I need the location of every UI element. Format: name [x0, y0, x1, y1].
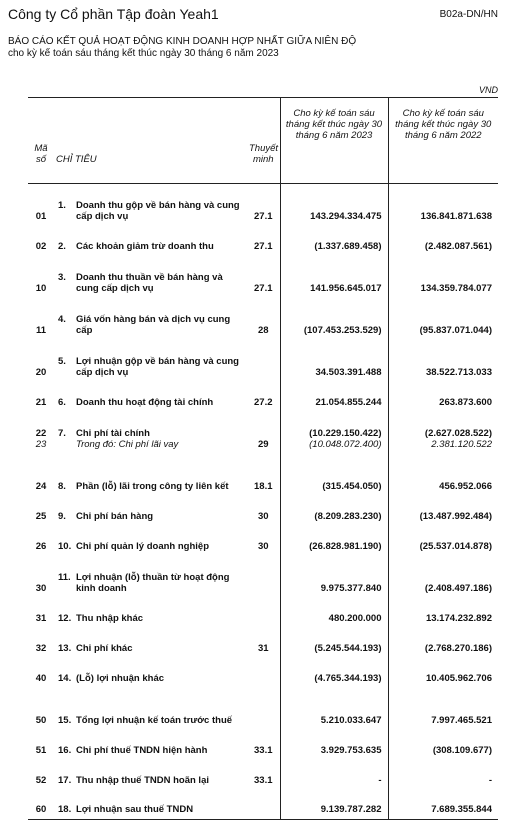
row-label: Thu nhập khác	[76, 612, 144, 624]
row-number: 15.	[58, 714, 72, 726]
table-row	[28, 658, 498, 688]
row-value-2022: 10.405.962.706	[388, 658, 498, 688]
table-row	[28, 790, 498, 820]
row-note	[247, 688, 280, 730]
row-number: 13.	[58, 642, 72, 654]
row-value-2023: -	[280, 760, 388, 790]
row-label: Thu nhập thuế TNDN hoãn lại	[76, 774, 209, 786]
row-value-2023: (10.229.150.422)	[309, 427, 382, 439]
table-row	[28, 412, 498, 454]
row-code: 50	[35, 714, 47, 726]
report-subtitle: cho kỳ kế toán sáu tháng kết thúc ngày 30 tháng 6 năm 2023	[8, 48, 279, 59]
row-note: 27.1	[254, 282, 273, 294]
table-row	[28, 382, 498, 412]
row-code: 20	[35, 366, 47, 378]
row-label: Tổng lợi nhuận kế toán trước thuế	[76, 714, 233, 726]
row-value-2022: (2.768.270.186)	[388, 628, 498, 658]
row-label: Phần (lỗ) lãi trong công ty liên kết	[76, 480, 229, 492]
table-row	[28, 628, 498, 658]
row-label: (Lỗ) lợi nhuận khác	[76, 672, 165, 684]
row-value-2022: 136.841.871.638	[388, 184, 498, 226]
row-value-2023: 3.929.753.635	[280, 730, 388, 760]
row-value-2023: 34.503.391.488	[280, 340, 388, 382]
row-number: 8.	[58, 480, 66, 492]
row-label: Lợi nhuận gộp về bán hàng và cung cấp dịch vụ	[76, 355, 239, 378]
header-thuyet-minh: Thuyết minh	[247, 98, 280, 184]
row-label: Doanh thu hoạt động tài chính	[76, 396, 214, 408]
row-code: 01	[35, 210, 47, 222]
row-code: 22	[35, 427, 47, 439]
row-note	[247, 658, 280, 688]
row-number: 11.	[58, 571, 71, 583]
table-row	[28, 526, 498, 556]
row-note	[247, 340, 280, 382]
row-code: 11	[35, 324, 47, 336]
row-value-2023: 480.200.000	[280, 598, 388, 628]
row-number: 14.	[58, 672, 72, 684]
row-code: 32	[35, 642, 47, 654]
row-value-2023: 9.139.787.282	[280, 790, 388, 820]
report-title: BÁO CÁO KẾT QUẢ HOẠT ĐỘNG KINH DOANH HỢP NHẤT GIỮA NIÊN ĐỘ	[8, 36, 357, 47]
row-value-2022: 456.952.066	[388, 454, 498, 496]
row-value-2023: 143.294.334.475	[280, 184, 388, 226]
row-code: 52	[35, 774, 47, 786]
header-ma-so: Mã số	[28, 98, 54, 184]
row-note: 27.1	[254, 240, 273, 252]
row-value-2022: (2.408.497.186)	[388, 556, 498, 598]
row-value-2023-sub: (10.048.072.400)	[309, 438, 382, 450]
row-value-2023: (26.828.981.190)	[280, 526, 388, 556]
row-note: 28	[257, 324, 269, 336]
table-row	[28, 730, 498, 760]
row-value-2023: 141.956.645.017	[280, 256, 388, 298]
row-number: 7.	[58, 427, 66, 439]
row-label: Lợi nhuận (lỗ) thuần từ hoạt động kinh doanh	[76, 571, 230, 594]
table-row	[28, 688, 498, 730]
header-chi-tieu: CHỈ TIÊU	[54, 98, 247, 184]
row-number: 17.	[58, 774, 72, 786]
row-label: Giá vốn hàng bán và dịch vụ cung cấp	[76, 313, 231, 336]
header-period-2022: Cho kỳ kế toán sáu tháng kết thúc ngày 30 tháng 6 năm 2022	[388, 98, 498, 184]
row-label: Chi phí bán hàng	[76, 510, 154, 522]
row-note: 30	[257, 540, 269, 552]
row-code: 25	[35, 510, 47, 522]
row-code: 40	[35, 672, 47, 684]
table-row	[28, 256, 498, 298]
row-number: 4.	[58, 313, 66, 325]
row-code: 02	[35, 240, 47, 252]
table-row	[28, 598, 498, 628]
row-note: 33.1	[254, 774, 273, 786]
table-row	[28, 556, 498, 598]
row-number: 18.	[58, 804, 72, 815]
row-value-2022: 134.359.784.077	[388, 256, 498, 298]
row-code: 10	[35, 282, 47, 294]
header-period-2023: Cho kỳ kế toán sáu tháng kết thúc ngày 30 tháng 6 năm 2023	[280, 98, 388, 184]
row-note: 33.1	[254, 744, 273, 756]
row-value-2023: (1.337.689.458)	[280, 226, 388, 256]
row-code: 51	[35, 744, 47, 756]
table-row	[28, 496, 498, 526]
row-number: 3.	[58, 271, 66, 283]
table-row	[28, 226, 498, 256]
row-value-2022: 13.174.232.892	[388, 598, 498, 628]
row-label: Doanh thu gộp về bán hàng và cung cấp dịch vụ	[76, 199, 240, 222]
row-number: 9.	[58, 510, 66, 522]
row-value-2022: -	[388, 760, 498, 790]
row-value-2023: (315.454.050)	[280, 454, 388, 496]
row-label: Chi phí thuế TNDN hiện hành	[76, 744, 208, 756]
row-number: 16.	[58, 744, 72, 756]
row-code: 30	[35, 582, 47, 594]
row-label: Doanh thu thuần về bán hàng và cung cấp dịch vụ	[76, 271, 223, 294]
row-value-2023: 9.975.377.840	[280, 556, 388, 598]
row-code: 31	[35, 612, 47, 624]
row-number: 6.	[58, 396, 66, 408]
row-number: 5.	[58, 355, 66, 367]
row-label: Chi phí quản lý doanh nghiệp	[76, 540, 209, 552]
row-value-2022-sub: 2.381.120.522	[431, 438, 492, 450]
row-note: 27.1	[254, 210, 273, 222]
row-value-2022: 7.997.465.521	[388, 688, 498, 730]
row-label: Các khoản giảm trừ doanh thu	[76, 240, 214, 252]
row-value-2022: (13.487.992.484)	[388, 496, 498, 526]
row-note: 27.2	[254, 396, 273, 408]
row-value-2022: 7.689.355.844	[388, 790, 498, 820]
row-value-2022: (25.537.014.878)	[388, 526, 498, 556]
row-note: 30	[257, 510, 269, 522]
row-value-2022: (2.627.028.522)	[424, 427, 492, 439]
row-note	[247, 556, 280, 598]
table-row	[28, 454, 498, 496]
row-value-2023: (5.245.544.193)	[280, 628, 388, 658]
row-value-2022: (308.109.677)	[388, 730, 498, 760]
row-note	[247, 790, 280, 820]
company-name: Công ty Cổ phần Tập đoàn Yeah1	[8, 6, 219, 22]
row-note	[247, 598, 280, 628]
row-label-sub: Trong đó: Chi phí lãi vay	[76, 438, 179, 450]
currency-unit: VND	[478, 85, 498, 95]
row-number: 12.	[58, 612, 72, 624]
row-value-2023: (107.453.253.529)	[280, 298, 388, 340]
row-value-2022: 38.522.713.033	[388, 340, 498, 382]
row-value-2023: (8.209.283.230)	[280, 496, 388, 526]
row-value-2023: 21.054.855.244	[280, 382, 388, 412]
row-value-2022: (2.482.087.561)	[388, 226, 498, 256]
table-row	[28, 298, 498, 340]
row-number: 10.	[58, 540, 72, 552]
row-number: 1.	[58, 199, 66, 211]
row-label: Lợi nhuận sau thuế TNDN	[76, 804, 194, 815]
row-code: 60	[28, 790, 54, 820]
income-statement-table	[28, 97, 498, 820]
row-code: 21	[35, 396, 47, 408]
row-value-2022: 263.873.600	[388, 382, 498, 412]
row-value-2023: 5.210.033.647	[280, 688, 388, 730]
row-note: 29	[257, 438, 269, 450]
row-code: 26	[35, 540, 47, 552]
table-row	[28, 760, 498, 790]
row-note: 18.1	[254, 480, 273, 492]
table-row	[28, 340, 498, 382]
row-note: 31	[257, 642, 269, 654]
row-code: 24	[35, 480, 47, 492]
row-number: 2.	[58, 240, 66, 252]
row-code-sub: 23	[35, 438, 47, 450]
row-label: Chi phí khác	[76, 642, 133, 654]
row-label: Chi phí tài chính	[76, 427, 150, 439]
row-value-2023: (4.765.344.193)	[280, 658, 388, 688]
table-row	[28, 184, 498, 226]
form-code: B02a-DN/HN	[439, 9, 498, 20]
row-value-2022: (95.837.071.044)	[388, 298, 498, 340]
table-header	[28, 98, 498, 184]
